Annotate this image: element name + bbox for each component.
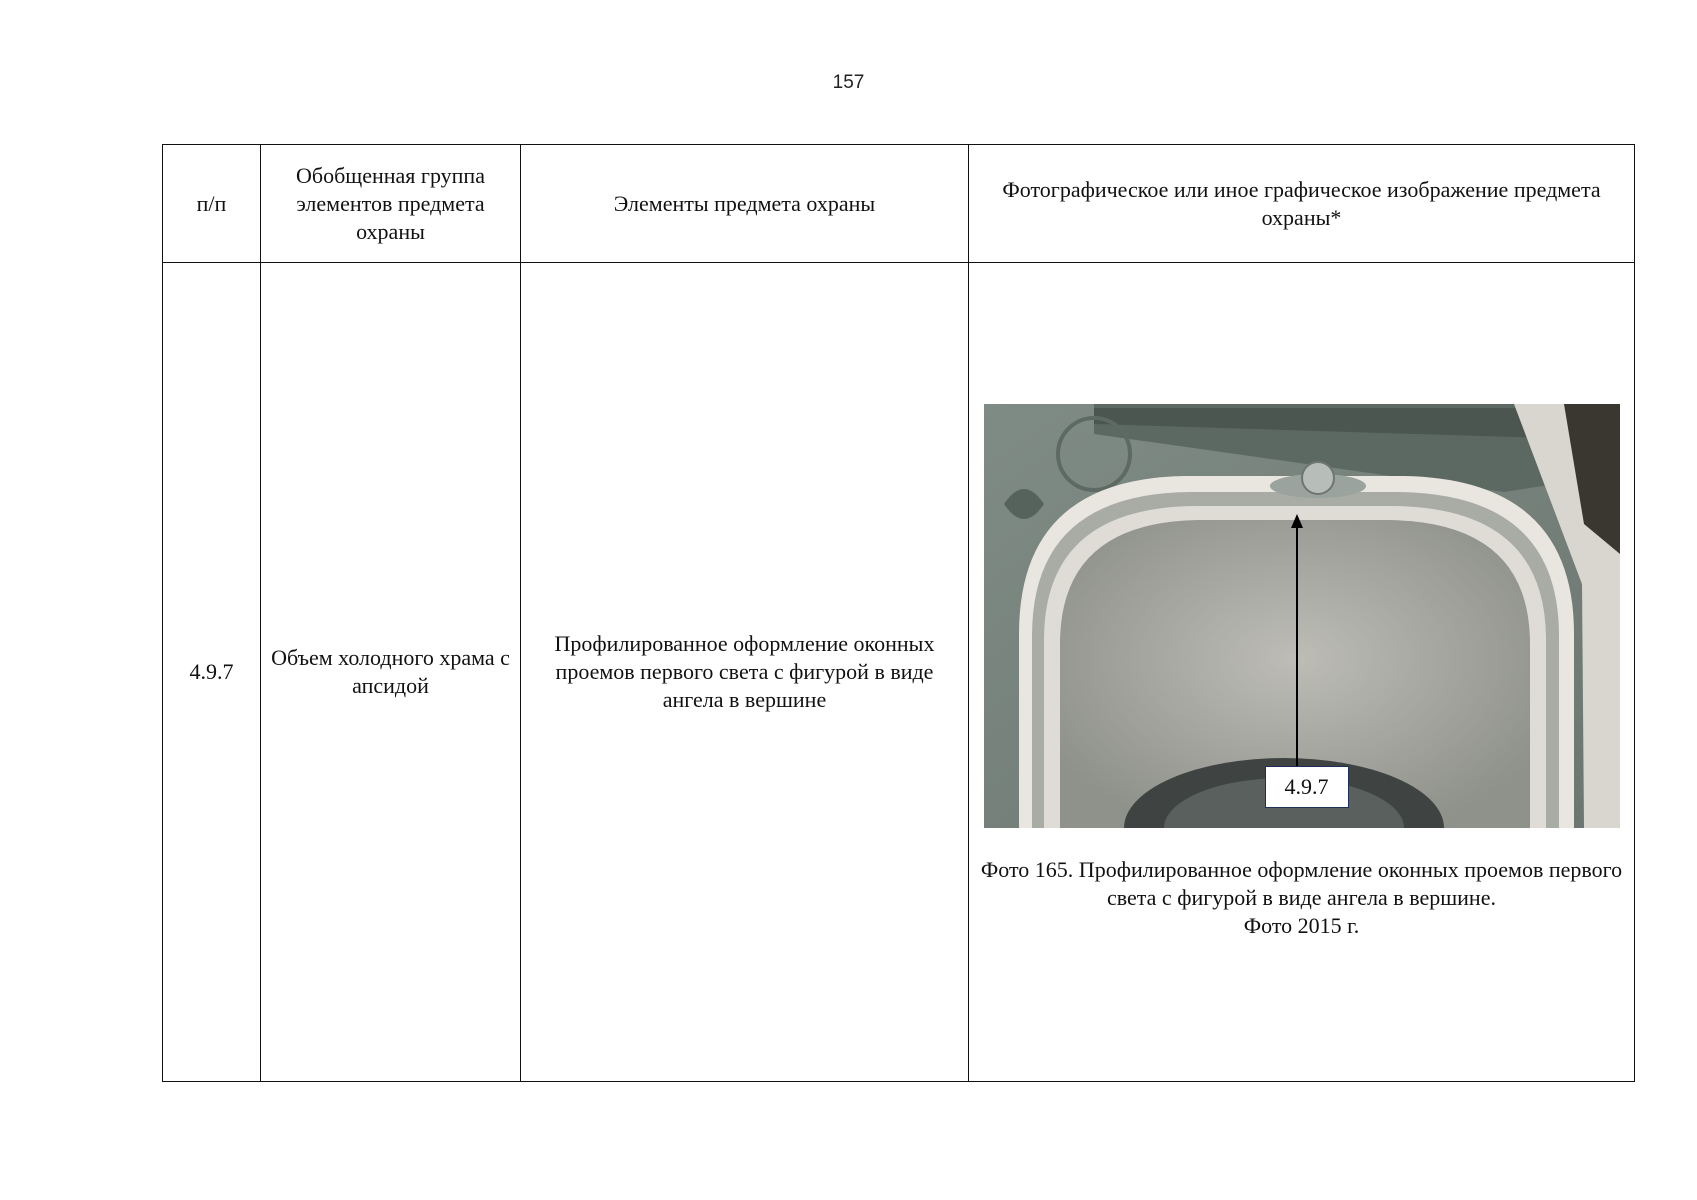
- table-header-row: [163, 145, 1635, 263]
- table-row: [163, 263, 1635, 1082]
- photo-label: 4.9.7: [1265, 766, 1349, 808]
- row-group: Объем холодного храма с апсидой: [261, 263, 521, 1082]
- caption-line: Фото 165. Профилированное оформление оконных проемов первого света с фигурой в виде ангела в вершине.: [980, 857, 1623, 910]
- row-number: 4.9.7: [163, 263, 261, 1082]
- protection-table: [162, 144, 1635, 1082]
- photo-caption: [977, 856, 1626, 940]
- header-image: Фотографическое или иное графическое изображение предмета охраны*: [969, 145, 1635, 263]
- caption-year: Фото 2015 г.: [1243, 913, 1360, 938]
- header-elements: Элементы предмета охраны: [521, 145, 969, 263]
- page-number: 157: [832, 72, 865, 93]
- photo: [984, 404, 1620, 828]
- row-image-cell: [969, 263, 1635, 1082]
- photo-window-arch: [984, 404, 1620, 828]
- header-group: Обобщенная группа элементов предмета охраны: [261, 145, 521, 263]
- row-element: Профилированное оформление оконных проемов первого света с фигурой в виде ангела в вершине: [521, 263, 969, 1082]
- header-number: п/п: [163, 145, 261, 263]
